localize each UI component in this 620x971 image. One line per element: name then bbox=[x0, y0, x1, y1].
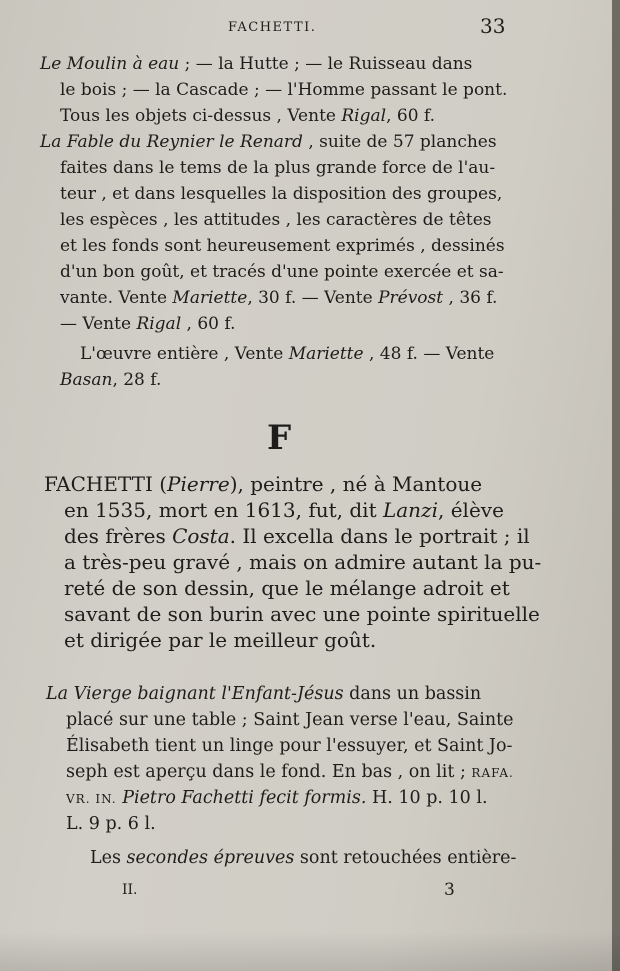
block1-line-segment: — Vente bbox=[60, 314, 137, 334]
block1-line-segment: les espèces , les attitudes , les caractères de têtes bbox=[60, 210, 492, 230]
block3-line bbox=[66, 708, 514, 732]
block2-line-segment: savant de son burin avec une pointe spirituelle bbox=[64, 602, 540, 626]
block2-line-segment: Costa bbox=[172, 524, 230, 548]
block2-line bbox=[64, 602, 540, 626]
block3-line bbox=[66, 760, 514, 785]
block3-line bbox=[46, 682, 481, 706]
block1-line-segment: , 30 f. — Vente bbox=[247, 288, 379, 308]
block2-line bbox=[64, 628, 376, 652]
block3-line-segment: sont retouchées entière- bbox=[294, 848, 517, 868]
block3-line-segment: VR. IN. bbox=[66, 792, 117, 806]
block3-line-segment: L. 9 p. 6 l. bbox=[66, 814, 156, 834]
block1-line-segment: , 28 f. bbox=[112, 370, 162, 390]
block1-line-segment: Mariette bbox=[172, 288, 248, 308]
block1-line-segment: Mariette bbox=[288, 344, 364, 364]
block2-line bbox=[44, 472, 482, 496]
block2-line bbox=[64, 498, 504, 522]
block2-line-segment: des frères bbox=[64, 524, 173, 548]
block1-line-segment: ; — la Hutte ; — le Ruisseau dans bbox=[179, 54, 473, 74]
block1-line bbox=[60, 208, 492, 232]
block1-line bbox=[60, 312, 235, 336]
block1-line bbox=[40, 130, 497, 154]
block1-line-segment: Basan bbox=[60, 370, 113, 390]
block1-line-segment: L'œuvre entière , Vente bbox=[80, 344, 289, 364]
block1-line-segment: d'un bon goût, et tracés d'une pointe exercée et sa- bbox=[60, 262, 504, 282]
block2-line bbox=[64, 550, 541, 574]
block3-line-segment: seph est aperçu dans le fond. En bas , on lit ; bbox=[66, 762, 472, 782]
block3-line-segment: placé sur une table ; Saint Jean verse l'eau, Sainte bbox=[66, 710, 514, 730]
block2-line-segment: . Il excella dans le portrait ; il bbox=[229, 524, 530, 548]
block3-line-segment: La Vierge baignant l'Enfant-Jésus bbox=[46, 684, 344, 704]
block1-line bbox=[60, 260, 504, 284]
block2-line bbox=[64, 524, 530, 548]
block1-line bbox=[60, 156, 495, 180]
block1-line bbox=[60, 104, 435, 128]
block1-line bbox=[60, 78, 507, 102]
block2-line-segment: Lanzi bbox=[382, 498, 438, 522]
block3-line bbox=[90, 846, 516, 870]
block1-line-segment: Prévost bbox=[378, 288, 444, 308]
block1-line bbox=[80, 342, 494, 366]
block1-line bbox=[60, 286, 497, 310]
block2-line-segment: en 1535, mort en 1613, fut, dit bbox=[64, 498, 383, 522]
block1-line bbox=[60, 234, 505, 258]
block1-line-segment: teur , et dans lesquelles la disposition des groupes, bbox=[60, 184, 503, 204]
block1-line-segment: , suite de 57 planches bbox=[302, 132, 497, 152]
block2-line bbox=[64, 576, 510, 600]
block2-line-segment: Pierre bbox=[167, 472, 230, 496]
block1-line-segment: , 60 f. bbox=[386, 106, 436, 126]
block2-line-segment: reté de son dessin, que le mélange adroit et bbox=[64, 576, 510, 600]
block3-line bbox=[66, 734, 512, 758]
block1-line-segment: le bois ; — la Cascade ; — l'Homme passant le pont. bbox=[60, 80, 508, 100]
block3-line-segment: RAFA. bbox=[471, 766, 514, 780]
block1-line-segment: vante. Vente bbox=[60, 288, 173, 308]
block3-line-segment: dans un bassin bbox=[343, 684, 482, 704]
block3-line bbox=[66, 786, 488, 811]
book-gutter bbox=[612, 0, 620, 971]
block3-line-segment: H. 10 p. 10 l. bbox=[366, 788, 488, 808]
block1-line-segment: faites dans le tems de la plus grande force de l'au- bbox=[60, 158, 496, 178]
block1-line-segment: et les fonds sont heureusement exprimés , dessinés bbox=[60, 236, 505, 256]
block1-line-segment: La Fable du Reynier le Renard bbox=[40, 132, 303, 152]
running-head-title: FACHETTI. bbox=[228, 20, 317, 35]
signature-number: 3 bbox=[444, 880, 455, 900]
block1-line-segment: Rigal bbox=[341, 106, 387, 126]
block1-line-segment: , 36 f. bbox=[443, 288, 498, 308]
page-number: 33 bbox=[480, 14, 506, 38]
block3-line-segment: Les bbox=[90, 848, 127, 868]
block1-line-segment: , 60 f. bbox=[181, 314, 236, 334]
block3-line bbox=[66, 812, 156, 836]
block2-line-segment: FACHETTI ( bbox=[44, 472, 168, 496]
block2-line-segment: , élève bbox=[438, 498, 504, 522]
block3-line-segment: secondes épreuves bbox=[126, 848, 295, 868]
block1-line-segment: Tous les objets ci-dessus , Vente bbox=[60, 106, 342, 126]
block3-line-segment: Pietro Fachetti fecit formis. bbox=[122, 788, 367, 808]
block2-line-segment: et dirigée par le meilleur goût. bbox=[64, 628, 377, 652]
block1-line-segment: Rigal bbox=[136, 314, 182, 334]
block1-line-segment: , 48 f. — Vente bbox=[363, 344, 495, 364]
page-shadow bbox=[0, 931, 620, 971]
block1-line bbox=[60, 182, 502, 206]
block2-line-segment: a très-peu gravé , mais on admire autant la pu- bbox=[64, 550, 542, 574]
block1-line-segment: Le Moulin à eau bbox=[40, 54, 180, 74]
signature-mark: II. bbox=[122, 882, 138, 898]
block1-line bbox=[60, 368, 161, 392]
block3-line-segment: Élisabeth tient un linge pour l'essuyer, et Saint Jo- bbox=[66, 736, 513, 756]
block1-line bbox=[40, 52, 472, 76]
running-head bbox=[0, 14, 612, 38]
section-letter: F bbox=[267, 418, 292, 458]
block2-line-segment: ), peintre , né à Mantoue bbox=[229, 472, 483, 496]
